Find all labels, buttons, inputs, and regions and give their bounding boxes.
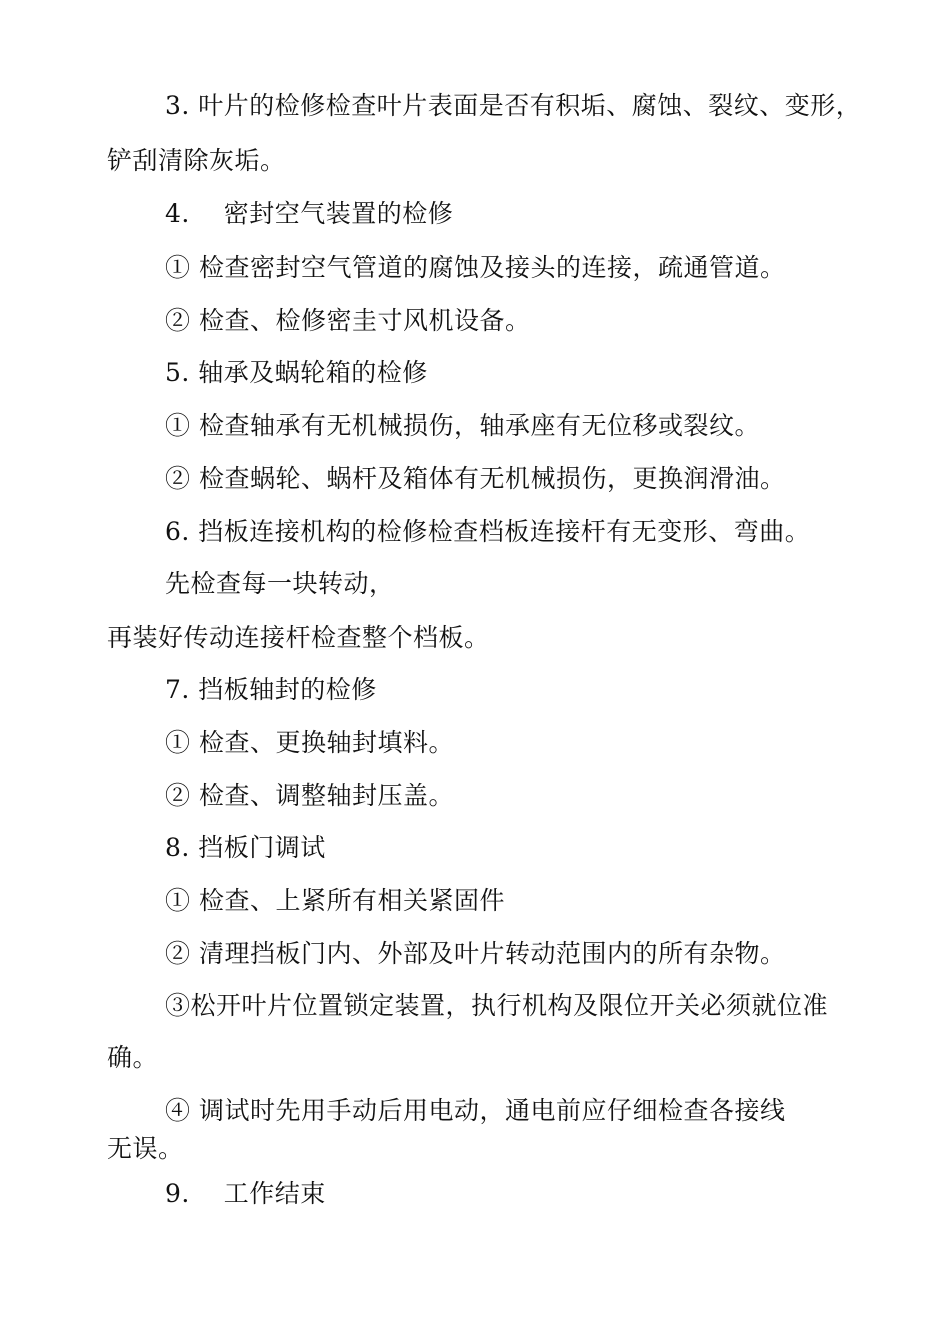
text-line: 先检查每一块转动， xyxy=(165,569,395,598)
text-line: 铲刮清除灰垢。 xyxy=(107,146,286,175)
text-line: ① 检查密封空气管道的腐蚀及接头的连接，疏通管道。 xyxy=(165,253,786,282)
text-line: 5. 轴承及蜗轮箱的检修 xyxy=(165,358,428,387)
text-line: ① 检查、上紧所有相关紧固件 xyxy=(165,886,505,915)
text-line: 8. 挡板门调试 xyxy=(165,833,326,862)
text-line: 确。 xyxy=(107,1043,159,1072)
text-line: 9. 工作结束 xyxy=(165,1179,326,1208)
text-line: 6. 挡板连接机构的检修检查档板连接杆有无变形、弯曲。 xyxy=(165,517,811,546)
text-line: 7. 挡板轴封的检修 xyxy=(165,675,377,704)
text-line: 无误。 xyxy=(107,1134,184,1163)
text-line: ③松开叶片位置锁定装置，执行机构及限位开关必须就位准 xyxy=(165,991,829,1020)
text-line: 再装好传动连接杆检查整个档板。 xyxy=(107,623,490,652)
text-line: ① 检查轴承有无机械损伤，轴承座有无位移或裂纹。 xyxy=(165,411,760,440)
text-line: ② 检查、检修密圭寸风机设备。 xyxy=(165,306,531,335)
text-line: ① 检查、更换轴封填料。 xyxy=(165,728,454,757)
text-line: 4. 密封空气装置的检修 xyxy=(165,199,454,228)
text-line: ④ 调试时先用手动后用电动，通电前应仔细检查各接线 xyxy=(165,1096,786,1125)
text-line: ② 清理挡板门内、外部及叶片转动范围内的所有杂物。 xyxy=(165,939,786,968)
text-line: ② 检查蜗轮、蜗杆及箱体有无机械损伤，更换润滑油。 xyxy=(165,464,786,493)
text-line: 3. 叶片的检修检查叶片表面是否有积垢、腐蚀、裂纹、变形， xyxy=(165,91,862,120)
text-line: ② 检查、调整轴封压盖。 xyxy=(165,781,454,810)
